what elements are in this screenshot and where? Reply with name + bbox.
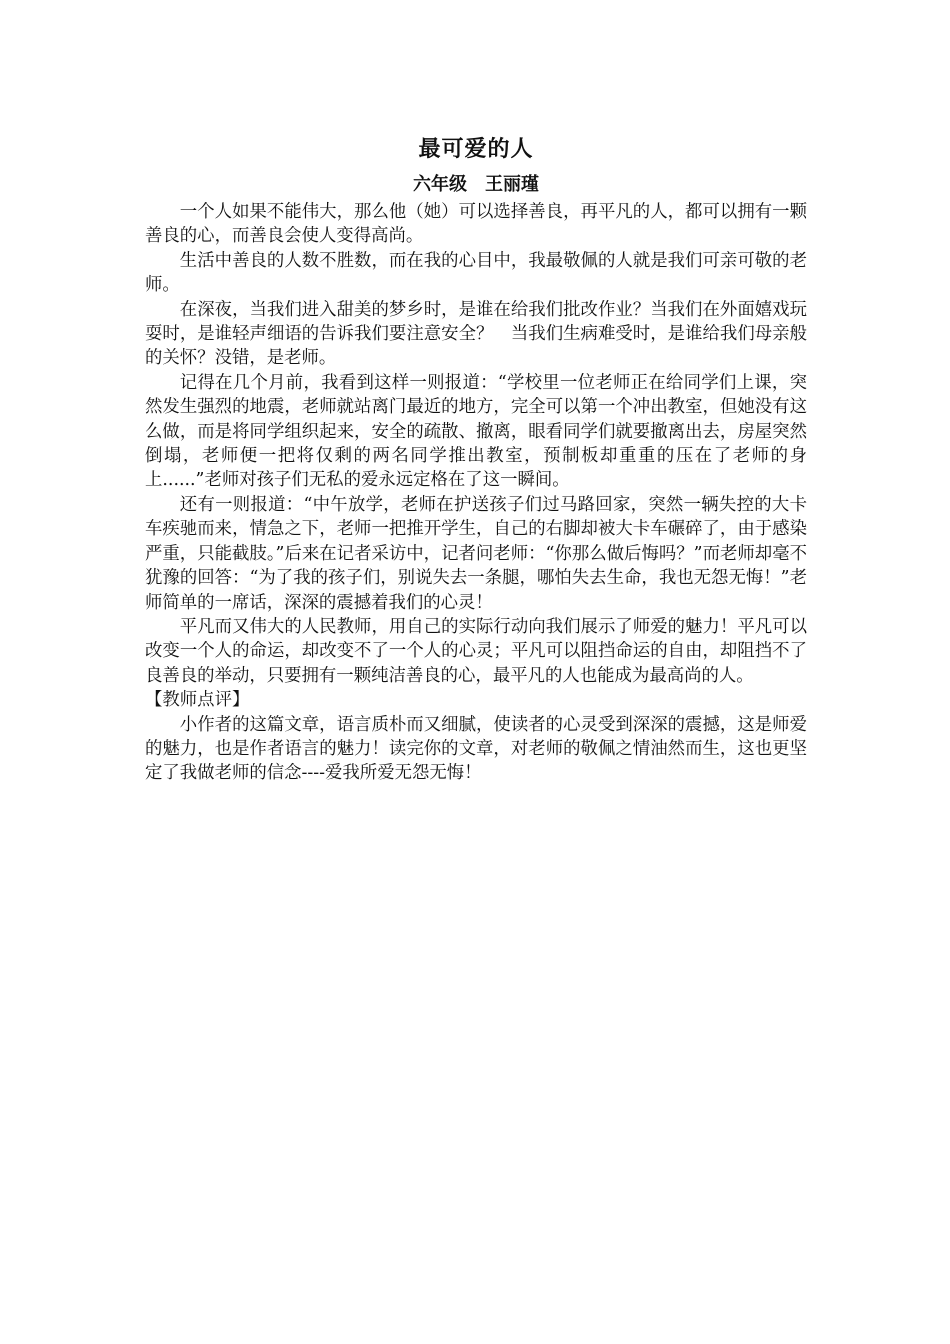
paragraph-3: 在深夜，当我们进入甜美的梦乡时，是谁在给我们批改作业？当我们在外面嬉戏玩耍时，是谁轻声细语的告诉我们要注意安全？ 当我们生病难受时，是谁给我们母亲般的关怀？没错，是老师。 (145, 299, 807, 369)
teacher-review-text: 小作者的这篇文章，语言质朴而又细腻，使读者的心灵受到深深的震撼，这是师爱的魅力，也是作者语言的魅力！读完你的文章，对老师的敬佩之情油然而生，这也更坚定了我做老师的信念----爱我所爱无怨无悔！ (145, 714, 807, 784)
paragraph-6: 平凡而又伟大的人民教师，用自己的实际行动向我们展示了师爱的魅力！平凡可以改变一个人的命运，却改变不了一个人的心灵；平凡可以阻挡命运的自由，却阻挡不了良善良的举动，只要拥有一颗纯洁善良的心，最平凡的人也能成为最高尚的人。 (145, 616, 807, 686)
author-byline: 六年级 王丽瑾 (413, 174, 539, 195)
paragraph-4: 记得在几个月前，我看到这样一则报道：“学校里一位老师正在给同学们上课，突然发生强烈的地震，老师就站离门最近的地方，完全可以第一个冲出教室，但她没有这么做，而是将同学组织起来，安全的疏散、撤离，眼看同学们就要撤离出去，房屋突然倒塌，老师便一把将仅剩的两名同学推出教室，预制板却重重的压在了老师的身上......”老师对孩子们无私的爱永远定格在了这一瞬间。 (145, 372, 807, 491)
paragraph-2: 生活中善良的人数不胜数，而在我的心目中，我最敬佩的人就是我们可亲可敬的老师。 (145, 250, 807, 296)
paragraph-1: 一个人如果不能伟大，那么他（她）可以选择善良，再平凡的人，都可以拥有一颗善良的心，而善良会使人变得高尚。 (145, 202, 807, 247)
paragraph-5: 还有一则报道：“中午放学，老师在护送孩子们过马路回家，突然一辆失控的大卡车疾驰而来，情急之下，老师一把推开学生，自己的右脚却被大卡车碾碎了，由于感染严重，只能截肢。”后来在记者采访中，记者问老师：“你那么做后悔吗？”而老师却毫不犹豫的回答：“为了我的孩子们，别说失去一条腿，哪怕失去生命，我也无怨无悔！”老师简单的一席话，深深的震撼着我们的心灵！ (145, 494, 807, 613)
document-page (145, 130, 807, 786)
teacher-review-heading: 【教师点评】 (145, 690, 250, 711)
essay-title: 最可爱的人 (418, 137, 534, 162)
